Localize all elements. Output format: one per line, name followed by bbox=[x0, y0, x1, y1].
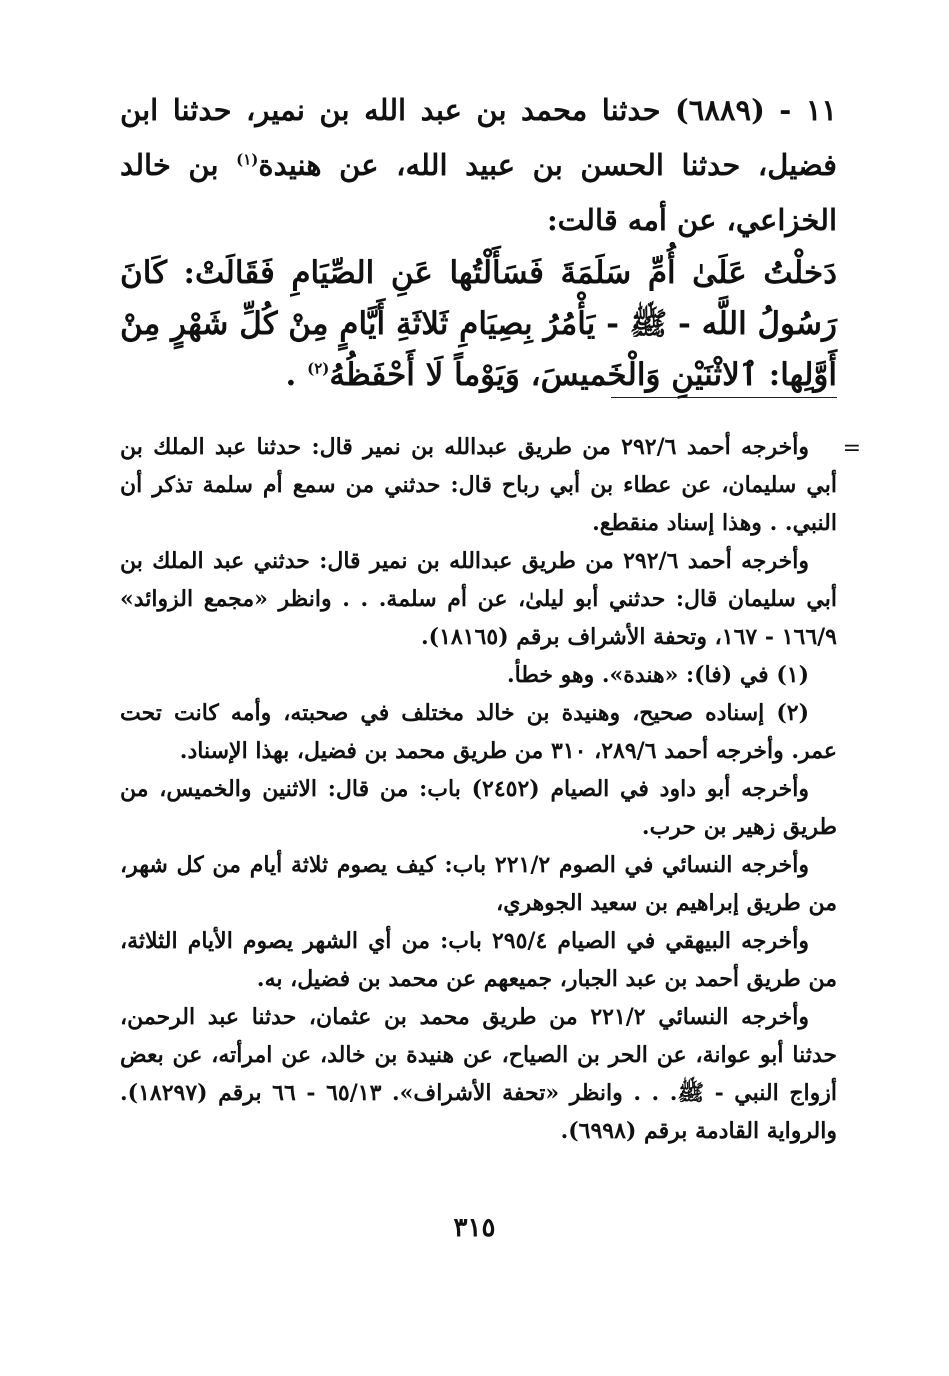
footnotes bbox=[120, 428, 837, 1150]
main-text bbox=[120, 0, 837, 401]
footnote-paragraph: وأخرجه البيهقي في الصيام ٢٩٥/٤ باب: من أي الشهر يصوم الأيام الثلاثة، من طريق أحمد بن عبد الجبار، جميعهم عن محمد بن فضيل، به. bbox=[120, 928, 837, 992]
footnote-paragraph: وأخرجه النسائي في الصوم ٢٢١/٢ باب: كيف يصوم ثلاثة أيام من كل شهر، من طريق إبراهيم بن سعيد الجوهري، bbox=[120, 852, 837, 916]
continuation-mark: = bbox=[842, 436, 861, 461]
isnad-paragraph bbox=[120, 83, 837, 248]
footnote-paragraph: وأخرجه النسائي ٢٢١/٢ من طريق محمد بن عثمان، حدثنا عبد الرحمن، حدثنا أبو عوانة، عن الحر بن الصياح، عن هنيدة بن خالد، عن امرأته، عن بعض أزواج النبي - ﷺ. . . وانظر «تحفة الأشراف». ٦٥/١٣ - ٦٦ برقم (١٨٢٩٧). والرواية القادمة برقم (٦٩٩٨). bbox=[120, 1004, 837, 1144]
hadith-matn bbox=[120, 248, 837, 401]
hadith-end: . bbox=[285, 357, 308, 393]
footnote-1: (١) في (فا): «هندة». وهو خطأ. bbox=[506, 662, 809, 688]
footnote-ref-2: (٢) bbox=[307, 359, 330, 378]
footnote-divider bbox=[611, 397, 837, 398]
isnad-text-cont: بن خالد الخزاعي، عن أمه قالت: bbox=[120, 148, 837, 237]
hadith-number: ١١ - (٦٨٨٩) bbox=[675, 93, 837, 127]
footnote-paragraph: وأخرجه أبو داود في الصيام (٢٤٥٢) باب: من قال: الاثنين والخميس، من طريق زهير بن حرب. bbox=[120, 776, 837, 840]
isnad-text: حدثنا محمد بن عبد الله بن نمير، حدثنا ابن فضيل، حدثنا الحسن بن عبيد الله، عن هنيدة bbox=[120, 93, 837, 182]
footnote-paragraph: وأخرجه أحمد ٢٩٢/٦ من طريق عبدالله بن نمير قال: حدثني عبد الملك بن أبي سليمان قال: حدثني أبو ليلىٰ، عن أم سلمة. . . وانظر «مجمع الزوائد» ١٦٦/٩ - ١٦٧، وتحفة الأشراف برقم (١٨١٦٥). bbox=[120, 548, 837, 650]
page-number: ٣١٥ bbox=[453, 1213, 496, 1243]
footnote-2: (٢) إسناده صحيح، وهنيدة بن خالد مختلف في صحبته، وأمه كانت تحت عمر. وأخرجه أحمد ٢٨٩/٦، ٣١٠ من طريق محمد بن فضيل، بهذا الإسناد. bbox=[120, 700, 837, 764]
footnote-ref-1: (١) bbox=[236, 150, 259, 169]
hadith-text: دَخلْتُ عَلَىٰ أُمِّ سَلَمَةَ فَسَأَلْتُها عَنِ الصِّيَامِ فَقَالَتْ: كَانَ رَسُولُ اللَّه - ﷺ - يَأْمُرُ بِصِيَامِ ثَلاثَةِ أَيَّامٍ مِنْ كُلِّ شَهْرٍ مِنْ أَوَّلِها: ٱلاثْنَيْنِ وَالْخَميسَ، وَيَوْماً لَا أَحْفَظُهُ bbox=[120, 255, 837, 393]
footnote-paragraph: وأخرجه أحمد ٢٩٢/٦ من طريق عبدالله بن نمير قال: حدثنا عبد الملك بن أبي سليمان، عن عطاء بن أبي رباح قال: حدثني من سمع أم سلمة تذكر أن النبي. . وهذا إسناد منقطع. bbox=[120, 434, 837, 536]
